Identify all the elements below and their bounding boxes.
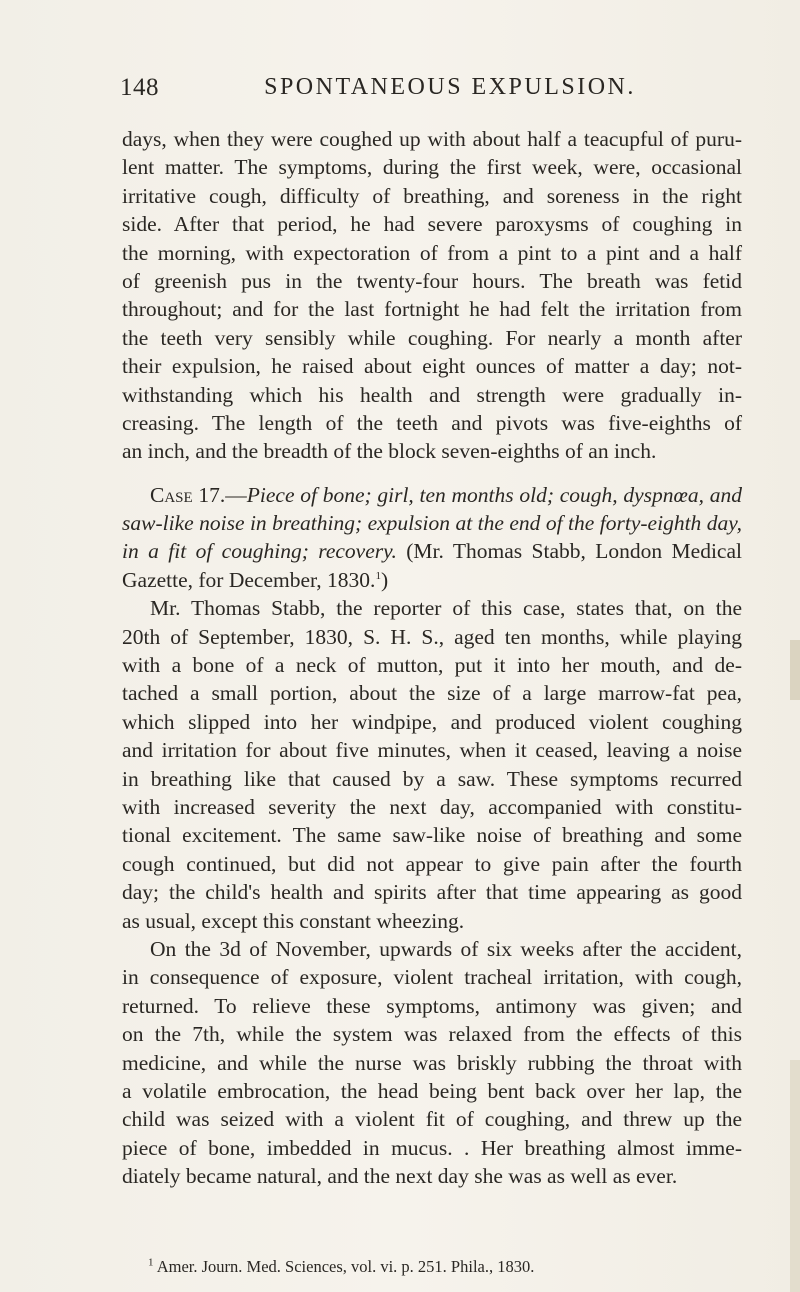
- footnote-reference[interactable]: 1: [375, 569, 381, 582]
- case-heading-line: [122, 566, 742, 594]
- text-line: cough continued, but did not appear to give pain after the fourth: [122, 851, 742, 876]
- text-line: withstanding which his health and strength were gradually in-: [122, 382, 742, 407]
- text-line: Mr. Thomas Stabb, the reporter of this case, states that, on the: [150, 596, 742, 621]
- text-line: day; the child's health and spirits after that time appearing as good: [122, 880, 742, 905]
- text-line: with increased severity the next day, accompanied with constitu-: [122, 794, 742, 819]
- text-line: On the 3d of November, upwards of six weeks after the accident,: [150, 936, 742, 961]
- page-edge-stain: [790, 640, 800, 700]
- text-line: of greenish pus in the twenty-four hours. The breath was fetid: [122, 268, 742, 293]
- text-line: with a bone of a neck of mutton, put it into her mouth, and de-: [122, 653, 742, 678]
- text-line: creasing. The length of the teeth and pivots was five-eighths of: [122, 410, 742, 435]
- footnote: [148, 1257, 534, 1277]
- text-line: tached a small portion, about the size of a large marrow-fat pea,: [122, 681, 742, 706]
- text-line: in breathing like that caused by a saw. These symptoms recurred: [122, 766, 742, 791]
- text-line: and irritation for about five minutes, when it ceased, leaving a noise: [122, 738, 742, 763]
- text-line: which slipped into her windpipe, and produced violent coughing: [122, 709, 742, 734]
- text-line: piece of bone, imbedded in mucus. . Her breathing almost imme-: [122, 1135, 742, 1160]
- text-line: an inch, and the breadth of the block seven-eighths of an inch.: [122, 439, 657, 464]
- text-line: lent matter. The symptoms, during the first week, were, occasional: [122, 155, 742, 180]
- text-line: their expulsion, he raised about eight ounces of matter a day; not-: [122, 354, 742, 379]
- body-text: [122, 125, 742, 1190]
- running-head: SPONTANEOUS EXPULSION.: [264, 74, 636, 100]
- case-title: Piece of bone; girl, ten months old; cough, dyspnœa, and: [246, 482, 742, 507]
- text-line: days, when they were coughed up with about half a teacupful of puru-: [122, 127, 742, 151]
- footnote-text: Amer. Journ. Med. Sciences, vol. vi. p. 251. Phila., 1830.: [156, 1257, 535, 1276]
- page-header: [120, 74, 740, 114]
- case-dash: —: [225, 482, 247, 507]
- case-label: Case 17.: [150, 482, 226, 507]
- text-line: irritative cough, difficulty of breathing, and soreness in the right: [122, 183, 742, 208]
- text-line: tional excitement. The same saw-like noise of breathing and some: [122, 823, 742, 848]
- text-line: a volatile embrocation, the head being bent back over her lap, the: [122, 1078, 742, 1103]
- case-heading: [122, 481, 742, 595]
- text-line: in consequence of exposure, violent tracheal irritation, with cough,: [122, 965, 742, 990]
- text-line: medicine, and while the nurse was briskly rubbing the throat with: [122, 1050, 742, 1075]
- footnote-marker: 1: [148, 1256, 154, 1269]
- text-line: as usual, except this constant wheezing.: [122, 908, 465, 933]
- case-title-line: saw-like noise in breathing; expulsion at the end of the forty-eighth day,: [122, 511, 742, 536]
- text-line: the morning, with expectoration of from a pint to a pint and a half: [122, 240, 742, 265]
- paragraph-continuation: [122, 125, 742, 466]
- case-source: (Mr. Thomas Stabb, London Medical: [406, 539, 742, 564]
- text-line: on the 7th, while the system was relaxed from the effects of this: [122, 1022, 742, 1047]
- text-line: diately became natural, and the next day she was as well as ever.: [122, 1164, 678, 1189]
- page-number: 148: [120, 74, 159, 101]
- case-title-end: in a fit of coughing; recovery.: [122, 539, 397, 564]
- text-line: 20th of September, 1830, S. H. S., aged ten months, while playing: [122, 624, 742, 649]
- text-line: side. After that period, he had severe paroxysms of coughing in: [122, 212, 742, 237]
- paragraph: [122, 935, 742, 1191]
- text-line: child was seized with a violent fit of coughing, and threw up the: [122, 1107, 742, 1132]
- page-edge-stain: [790, 1060, 800, 1292]
- text-line: the teeth very sensibly while coughing. For nearly a month after: [122, 325, 742, 350]
- case-heading-line: [122, 537, 742, 565]
- case-source-end: Gazette, for December, 1830.: [122, 567, 376, 592]
- paragraph: [122, 594, 742, 935]
- case-source-close: ): [380, 567, 389, 592]
- text-line: throughout; and for the last fortnight he had felt the irritation from: [122, 297, 742, 322]
- case-heading-line: [122, 481, 742, 509]
- text-line: returned. To relieve these symptoms, antimony was given; and: [122, 993, 742, 1018]
